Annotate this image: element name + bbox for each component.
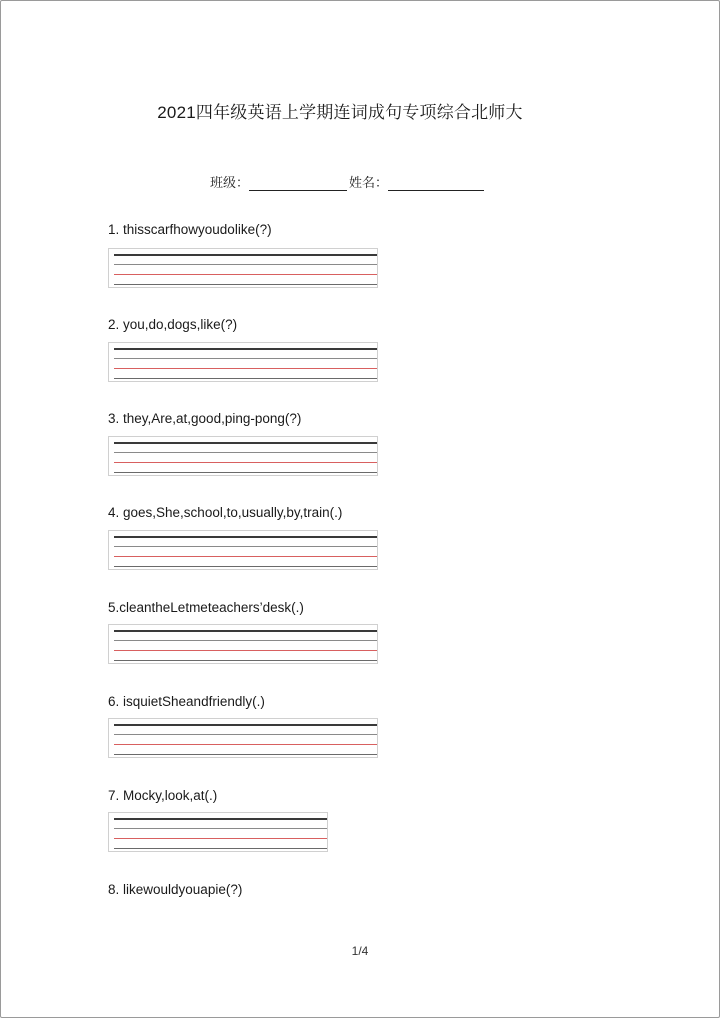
name-blank[interactable] xyxy=(388,176,484,191)
class-blank[interactable] xyxy=(249,176,347,191)
name-label: 姓名： xyxy=(349,176,389,191)
class-label: 班级： xyxy=(210,176,250,191)
writing-line xyxy=(114,462,377,463)
question-3: 3. they,Are,at,good,ping-pong(?) xyxy=(108,411,302,426)
question-8: 8. likewouldyouapie(?) xyxy=(108,882,243,897)
writing-line xyxy=(114,264,377,265)
question-1: 1. thisscarfhowyoudolike(?) xyxy=(108,222,272,237)
writing-line xyxy=(114,546,377,547)
writing-line xyxy=(114,744,377,745)
question-2: 2. you,do,dogs,like(?) xyxy=(108,317,238,332)
answer-lines-5[interactable] xyxy=(108,624,378,664)
answer-lines-4[interactable] xyxy=(108,530,378,570)
writing-line xyxy=(114,442,377,444)
answer-lines-2[interactable] xyxy=(108,342,378,382)
writing-line xyxy=(114,358,377,359)
writing-line xyxy=(114,274,377,275)
writing-line xyxy=(114,818,327,820)
writing-line xyxy=(114,472,377,473)
writing-line xyxy=(114,368,377,369)
writing-line xyxy=(114,378,377,379)
writing-line xyxy=(114,536,377,538)
writing-line xyxy=(114,838,327,839)
writing-line xyxy=(114,630,377,632)
writing-line xyxy=(114,556,377,557)
question-5: 5.cleantheLetmeteachers’desk(.) xyxy=(108,600,304,615)
writing-line xyxy=(114,650,377,651)
writing-line xyxy=(114,452,377,453)
student-info-line xyxy=(210,172,484,191)
answer-lines-1[interactable] xyxy=(108,248,378,288)
writing-line xyxy=(114,660,377,661)
page-number: 1/4 xyxy=(351,944,369,958)
writing-line xyxy=(114,640,377,641)
document-title: 2021四年级英语上学期连词成句专项综合北师大 xyxy=(157,103,523,122)
writing-line xyxy=(114,284,377,285)
answer-lines-6[interactable] xyxy=(108,718,378,758)
answer-lines-3[interactable] xyxy=(108,436,378,476)
question-6: 6. isquietSheandfriendly(.) xyxy=(108,694,265,709)
writing-line xyxy=(114,724,377,726)
writing-line xyxy=(114,754,377,755)
writing-line xyxy=(114,254,377,256)
answer-lines-7[interactable] xyxy=(108,812,328,852)
writing-line xyxy=(114,848,327,849)
question-4: 4. goes,She,school,to,usually,by,train(.) xyxy=(108,505,343,520)
writing-line xyxy=(114,566,377,567)
writing-line xyxy=(114,734,377,735)
writing-line xyxy=(114,348,377,350)
writing-line xyxy=(114,828,327,829)
question-7: 7. Mocky,look,at(.) xyxy=(108,788,218,803)
